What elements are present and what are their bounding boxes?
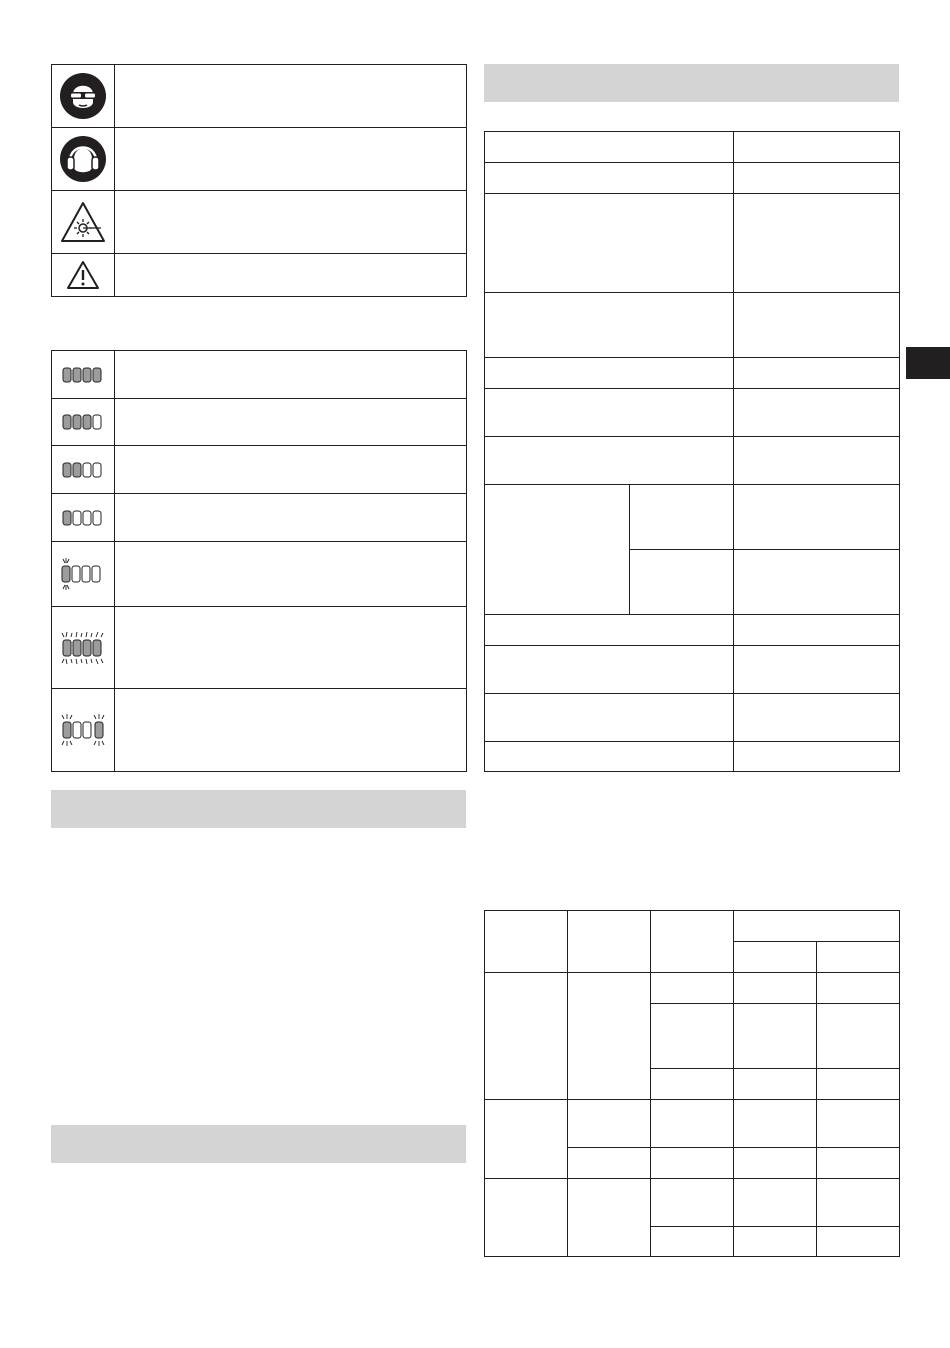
battery-all-segments-blinking-icon — [59, 628, 107, 668]
spec-value-cell — [734, 293, 900, 358]
section-thumb-tab — [906, 347, 950, 379]
table-cell — [568, 1148, 651, 1179]
table-cell — [817, 973, 900, 1004]
battery-4-segments-icon — [61, 364, 105, 386]
section-heading-bar — [51, 1125, 466, 1163]
table-cell — [568, 1179, 651, 1257]
ear-protection-icon — [59, 135, 107, 183]
table-cell — [817, 1227, 900, 1257]
spec-row — [485, 615, 900, 646]
spec-label-cell — [485, 646, 734, 694]
table-cell — [568, 1100, 651, 1148]
spec-row — [485, 742, 900, 772]
battery-indicator-text — [115, 446, 467, 494]
battery-indicator-row — [52, 542, 467, 607]
table-row — [485, 973, 900, 1004]
safety-symbol-text — [115, 65, 467, 128]
table-cell — [651, 1148, 734, 1179]
spec-group-label-cell — [485, 485, 630, 615]
battery-indicator-text — [115, 399, 467, 446]
battery-indicator-text — [115, 689, 467, 772]
table-cell — [651, 1004, 734, 1069]
section-heading-bar — [484, 64, 899, 102]
table-cell — [734, 1148, 817, 1179]
safety-symbol-icon-cell — [52, 65, 115, 128]
safety-symbol-text — [115, 254, 467, 297]
table-cell — [651, 1069, 734, 1100]
spec-row — [485, 437, 900, 485]
table-cell — [817, 1069, 900, 1100]
spec-sublabel-cell — [630, 485, 734, 550]
eye-protection-icon — [59, 72, 107, 120]
battery-1-segment-icon — [61, 507, 105, 529]
table-cell — [817, 1100, 900, 1148]
battery-indicator-row — [52, 446, 467, 494]
spec-label-cell — [485, 437, 734, 485]
section-heading-bar — [51, 790, 466, 828]
safety-symbol-icon-cell — [52, 128, 115, 191]
table-header-cell — [485, 911, 568, 973]
spec-value-cell — [734, 358, 900, 389]
table-header-cell — [734, 911, 900, 942]
battery-indicator-text — [115, 542, 467, 607]
battery-indicator-row — [52, 494, 467, 542]
spec-label-cell — [485, 742, 734, 772]
spec-label-cell — [485, 615, 734, 646]
table-header-row — [485, 911, 900, 942]
spec-value-cell — [734, 437, 900, 485]
spec-label-cell — [485, 293, 734, 358]
spec-value-cell — [734, 694, 900, 742]
safety-symbol-icon-cell — [52, 191, 115, 254]
spec-label-cell — [485, 694, 734, 742]
safety-symbol-row — [52, 128, 467, 191]
safety-symbol-row — [52, 254, 467, 297]
spec-row — [485, 485, 900, 550]
battery-indicator-text — [115, 607, 467, 689]
spec-row — [485, 694, 900, 742]
table-cell — [651, 1100, 734, 1148]
safety-symbols-table — [51, 64, 467, 297]
battery-indicator-text — [115, 494, 467, 542]
spec-value-cell — [734, 742, 900, 772]
table-cell — [817, 1148, 900, 1179]
table-header-cell — [734, 942, 817, 973]
table-cell — [817, 1179, 900, 1227]
table-cell — [734, 1069, 817, 1100]
battery-icon-cell — [52, 494, 115, 542]
battery-icon-cell — [52, 542, 115, 607]
spec-value-cell — [734, 615, 900, 646]
table-cell — [734, 1179, 817, 1227]
table-cell — [734, 1100, 817, 1148]
table-row — [485, 1100, 900, 1148]
table-cell — [485, 1179, 568, 1257]
spec-row — [485, 646, 900, 694]
spec-value-cell — [734, 163, 900, 194]
spec-value-cell — [734, 389, 900, 437]
spec-value-cell — [734, 194, 900, 293]
spec-label-cell — [485, 358, 734, 389]
battery-icon-cell — [52, 689, 115, 772]
table-header-cell — [651, 911, 734, 973]
battery-indicator-row — [52, 607, 467, 689]
spec-row — [485, 163, 900, 194]
battery-indicator-text — [115, 351, 467, 399]
laser-warning-icon — [59, 199, 107, 245]
spec-value-cell — [734, 646, 900, 694]
application-table — [484, 910, 900, 1257]
table-cell — [485, 973, 568, 1100]
general-warning-icon — [66, 260, 100, 290]
battery-indicator-row — [52, 689, 467, 772]
table-cell — [734, 1004, 817, 1069]
safety-symbol-text — [115, 191, 467, 254]
spec-row — [485, 389, 900, 437]
spec-value-cell — [734, 485, 900, 550]
spec-label-cell — [485, 389, 734, 437]
safety-symbol-row — [52, 191, 467, 254]
spec-value-cell — [734, 132, 900, 163]
specifications-table — [484, 131, 900, 772]
spec-row — [485, 293, 900, 358]
safety-symbol-text — [115, 128, 467, 191]
battery-2-segments-icon — [61, 459, 105, 481]
table-header-cell — [568, 911, 651, 973]
spec-label-cell — [485, 163, 734, 194]
battery-icon-cell — [52, 399, 115, 446]
battery-icon-cell — [52, 607, 115, 689]
battery-indicator-row — [52, 399, 467, 446]
table-cell — [651, 1227, 734, 1257]
table-cell — [734, 973, 817, 1004]
spec-label-cell — [485, 132, 734, 163]
battery-icon-cell — [52, 446, 115, 494]
battery-outer-segments-blinking-icon — [59, 710, 107, 750]
table-cell — [568, 973, 651, 1100]
spec-row — [485, 194, 900, 293]
table-cell — [734, 1227, 817, 1257]
table-cell — [817, 1004, 900, 1069]
spec-sublabel-cell — [630, 550, 734, 615]
battery-indicator-row — [52, 351, 467, 399]
safety-symbol-row — [52, 65, 467, 128]
battery-icon-cell — [52, 351, 115, 399]
battery-3-segments-icon — [61, 411, 105, 433]
table-cell — [485, 1100, 568, 1179]
spec-row — [485, 132, 900, 163]
table-header-cell — [817, 942, 900, 973]
table-cell — [651, 1179, 734, 1227]
spec-label-cell — [485, 194, 734, 293]
battery-1-segment-blinking-icon — [60, 554, 106, 594]
table-row — [485, 1179, 900, 1227]
spec-value-cell — [734, 550, 900, 615]
spec-row — [485, 358, 900, 389]
safety-symbol-icon-cell — [52, 254, 115, 297]
table-cell — [651, 973, 734, 1004]
battery-indicator-table — [51, 350, 467, 772]
